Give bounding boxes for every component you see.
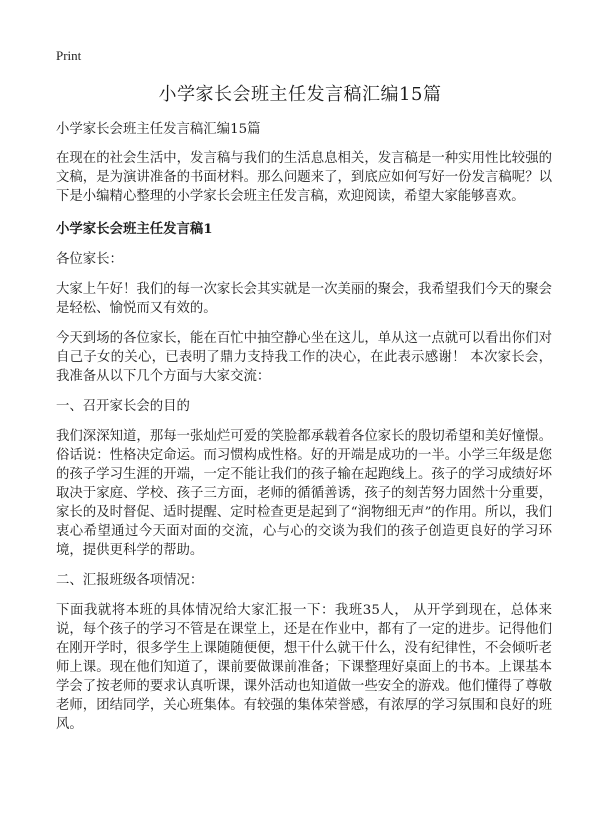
- intro-paragraph: 在现在的社会生活中，发言稿与我们的生活息息相关，发言稿是一种实用性比较强的文稿，是为演讲准备的书面材料。那么问题来了，到底应如何写好一份发言稿呢？以下是小编精心整理的小学家长会班主任发言稿，欢迎阅读，希望大家能够喜欢。: [56, 151, 552, 204]
- heading-purpose: 一、召开家长会的目的: [56, 399, 190, 414]
- document-body: [56, 120, 552, 745]
- print-link[interactable]: Print: [56, 48, 82, 63]
- section-title: 小学家长会班主任发言稿1: [56, 221, 213, 237]
- paragraph-class-report: 下面我就将本班的具体情况给大家汇报一下：我班35人， 从开学到现在，总体来说，每个孩子的学习不管是在课堂上，还是在作业中，都有了一定的进步。记得他们在刚开学时，很多学生上课随随便便，想干什么就干什么，没有纪律性，不会倾听老师上课。现在他们知道了，课前要做课前准备；下课整理好桌面上的书本。上课基本学会了按老师的要求认真听课，课外活动也知道做一些安全的游戏。他们懂得了尊敬老师，团结同学，关心班集体。有较强的集体荣誉感，有浓厚的学习氛围和良好的班风。: [56, 603, 552, 732]
- document-subtitle: 小学家长会班主任发言稿汇编15篇: [56, 122, 261, 137]
- greeting: 各位家长：: [56, 252, 123, 267]
- paragraph-welcome: 大家上午好！我们的每一次家长会其实就是一次美丽的聚会，我希望我们今天的聚会是轻松、愉悦而又有效的。: [56, 282, 552, 316]
- heading-class-report: 二、汇报班级各项情况：: [56, 573, 204, 588]
- paragraph-thanks: 今天到场的各位家长，能在百忙中抽空静心坐在这儿，单从这一点就可以看出你们对自己子女的关心，已表明了鼎力支持我工作的决心，在此表示感谢！ 本次家长会，我准备从以下几个方面与大家交流：: [56, 331, 552, 384]
- page-title: 小学家长会班主任发言稿汇编15篇: [158, 84, 442, 105]
- paragraph-purpose: 我们深深知道，那每一张灿烂可爱的笑脸都承载着各位家长的殷切希望和美好憧憬。俗话说：性格决定命运。而习惯构成性格。好的开端是成功的一半。小学三年级是您的孩子学习生涯的开端，一定不能让我们的孩子输在起跑线上。孩子的学习成绩好坏取决于家庭、学校、孩子三方面，老师的循循善诱，孩子的刻苦努力固然十分重要，家长的及时督促、适时提醒、定时检查更是起到了“润物细无声”的作用。所以，我们衷心希望通过今天面对面的交流，心与心的交谈为我们的孩子创造更良好的学习环境，提供更科学的帮助。: [56, 429, 552, 558]
